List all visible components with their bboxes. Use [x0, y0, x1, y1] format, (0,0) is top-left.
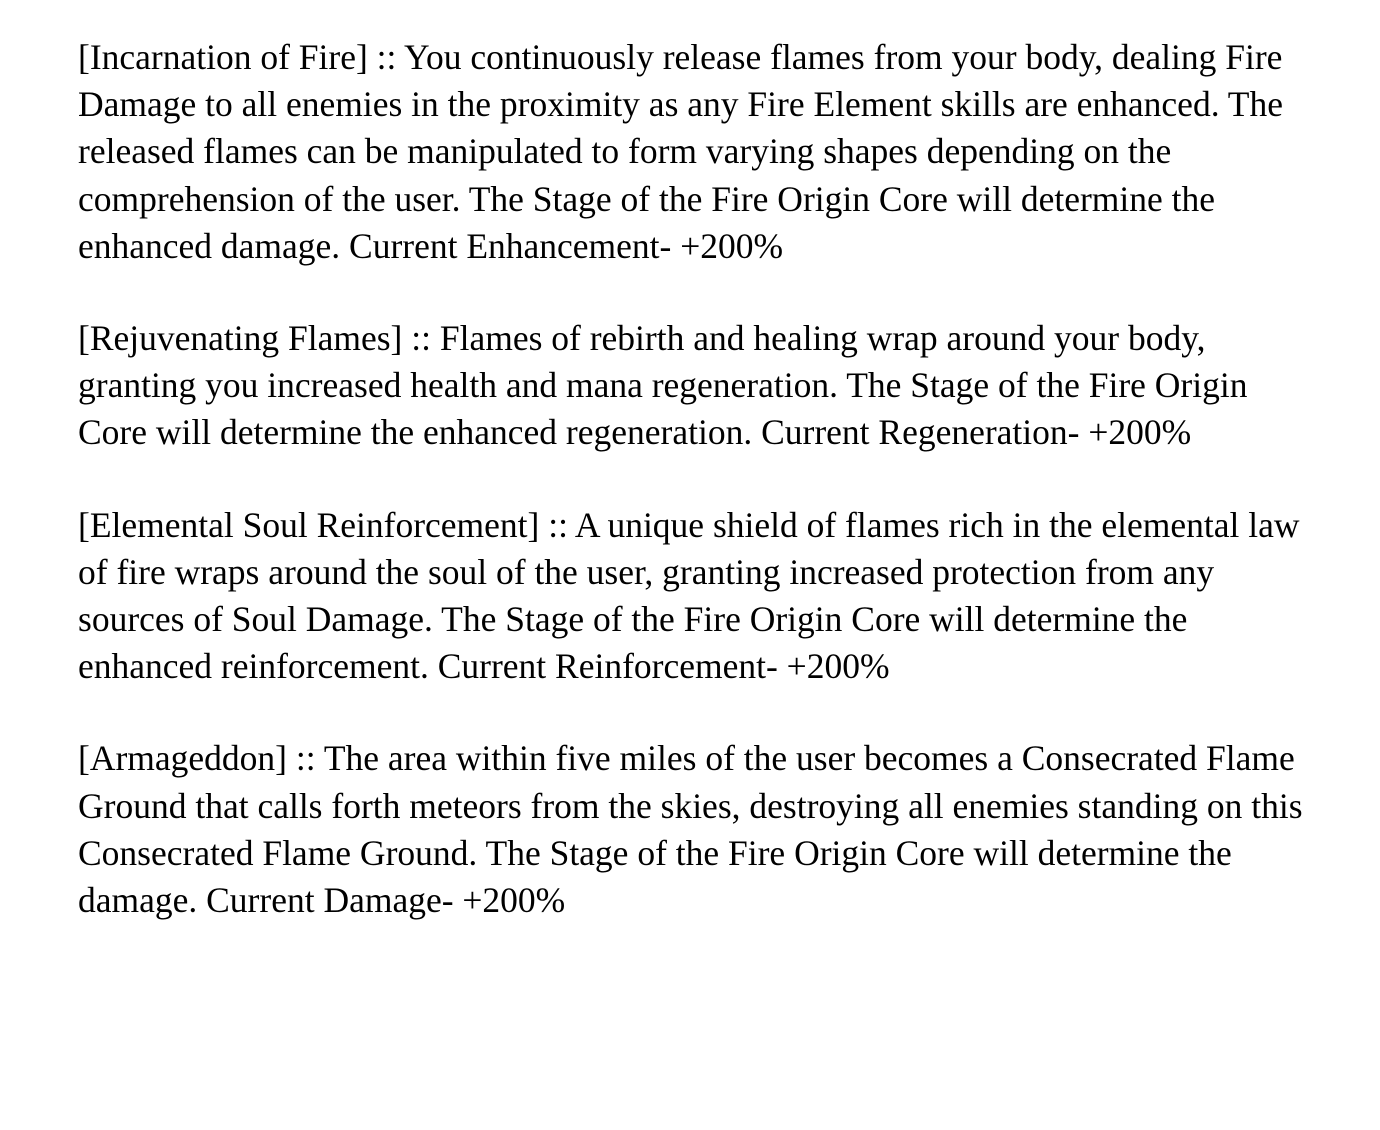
skill-description: You continuously release flames from your body, dealing Fire Damage to all enemies in the proximity as any Fire Element skills are enhanced. The released flames can be manipulated to form varying shapes depending on the comprehension of the user. The Stage of the Fire Origin Core will determine the enhanced damage. Current Enhancement- +200%	[78, 37, 1283, 266]
skill-document	[78, 34, 1318, 924]
skill-paragraph-incarnation-of-fire	[78, 34, 1318, 270]
skill-separator: ::	[539, 504, 575, 545]
skill-paragraph-elemental-soul-reinforcement	[78, 502, 1318, 691]
skill-name: [Elemental Soul Reinforcement]	[78, 504, 540, 545]
skill-description: The area within five miles of the user becomes a Consecrated Flame Ground that calls forth meteors from the skies, destroying all enemies standing on this Consecrated Flame Ground. The Stage of the Fire Origin Core will determine the damage. Current Damage- +200%	[78, 738, 1303, 921]
skill-name: [Rejuvenating Flames]	[78, 318, 403, 359]
skill-name: [Incarnation of Fire]	[78, 37, 368, 77]
skill-paragraph-armageddon	[78, 735, 1318, 924]
skill-paragraph-rejuvenating-flames	[78, 315, 1318, 457]
skill-name: [Armageddon]	[78, 738, 287, 779]
skill-description: A unique shield of flames rich in the elemental law of fire wraps around the soul of the user, granting increased protection from any sources of Soul Damage. The Stage of the Fire Origin Core will determine the enhanced reinforcement. Current Reinforcement- +200%	[78, 504, 1300, 687]
skill-separator: ::	[402, 318, 440, 359]
skill-separator: ::	[367, 37, 404, 77]
skill-separator: ::	[286, 738, 324, 779]
skill-description: Flames of rebirth and healing wrap around your body, granting you increased health and mana regeneration. The Stage of the Fire Origin Core will determine the enhanced regeneration. Current Regeneration- +200%	[78, 318, 1248, 453]
